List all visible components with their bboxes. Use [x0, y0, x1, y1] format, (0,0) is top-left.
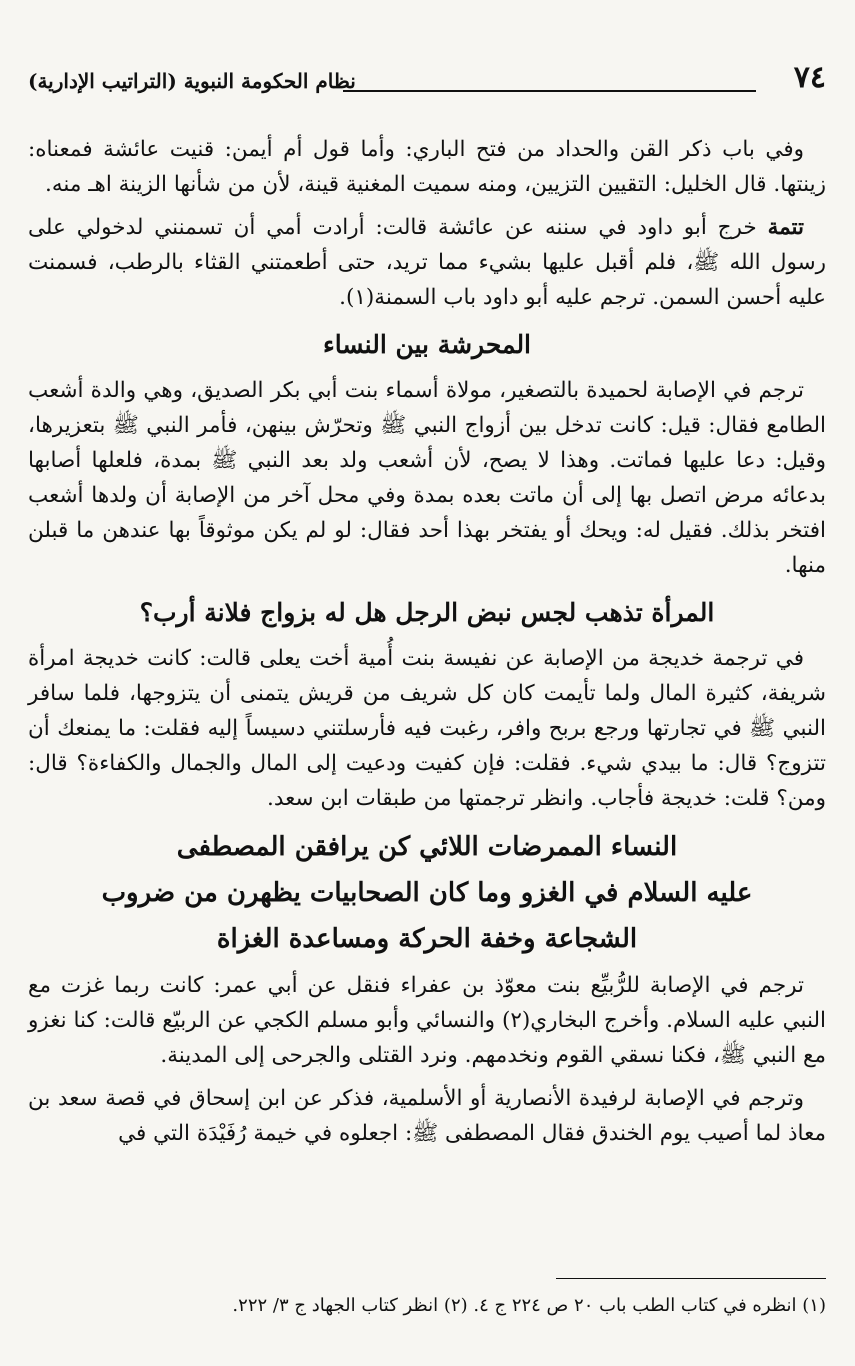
section-heading-line: النساء الممرضات اللائي كن يرافقن المصطفى — [176, 832, 678, 862]
lead-word: تتمة — [767, 215, 804, 240]
page-body — [28, 132, 826, 1159]
paragraph-fath-albari: وفي باب ذكر القن والحداد من فتح الباري: وأما قول أم أيمن: قنيت عائشة فمعناه: زينتها. قال الخليل: التقيين التزيين، ومنه سميت المغنية قينة، لأن من شأنها الزينة اهـ منه. — [28, 137, 826, 197]
paragraph-tatimma — [28, 210, 826, 315]
header-rule — [343, 90, 756, 92]
page-header — [28, 58, 826, 98]
section-heading: المحرشة بين النساء — [322, 330, 532, 359]
book-page — [28, 40, 826, 1340]
paragraph-tatimma-text: خرج أبو داود في سننه عن عائشة قالت: أرادت أمي أن تسمنني لدخولي على رسول الله ﷺ، فلم أقبل عليها بشيء مما تريد، حتى أطعمتني القثاء بالرطب، فسمنت عليه أحسن السمن. ترجم عليه أبو داود باب السمنة(١). — [28, 215, 826, 310]
section-heading-line: عليه السلام في الغزو وما كان الصحابيات يظهرن من ضروب — [101, 878, 753, 908]
footnote-rule — [556, 1278, 826, 1279]
footnotes: (١) انظره في كتاب الطب باب ٢٠ ص ٢٢٤ ج ٤. (٢) انظر كتاب الجهاد ج ٣/ ٢٢٢. — [232, 1295, 826, 1316]
section-heading: المرأة تذهب لجس نبض الرجل هل له بزواج فلانة أرب؟ — [139, 598, 715, 627]
paragraph-rufayda: وترجم في الإصابة لرفيدة الأنصارية أو الأسلمية، فذكر عن ابن إسحاق في قصة سعد بن معاذ لما أصيب يوم الخندق فقال المصطفى ﷺ: اجعلوه في خيمة رُفَيْدَة التي في — [28, 1086, 826, 1146]
page-number: ٧٤ — [793, 60, 826, 95]
running-title: نظام الحكومة النبوية (التراتيب الإدارية) — [28, 69, 356, 93]
paragraph-rubayyi: ترجم في الإصابة للرُّبيِّع بنت معوّذ بن عفراء فنقل عن أبي عمر: كانت ربما غزت مع النبي عليه السلام. وأخرج البخاري(٢) والنسائي وأبو مسلم الكجي عن الربيّع قالت: كنا نغزو مع النبي ﷺ، فكنا نسقي القوم ونخدمهم. ونرد القتلى والجرحى إلى المدينة. — [28, 973, 826, 1068]
paragraph-khadija: في ترجمة خديجة من الإصابة عن نفيسة بنت أُمية أخت يعلى قالت: كانت خديجة امرأة شريفة، كثيرة المال ولما تأيمت كان كل شريف من قريش يتمنى أن يتزوجها، فلما سافر النبي ﷺ في تجارتها ورجع بربح وافر، رغبت فيه فأرسلتني دسيساً إليه فقلت: ما يمنعك أن تتزوج؟ قال: ما بيدي شيء. فقلت: فإن كفيت ودعيت إلى المال والجمال والكفاءة؟ قال: ومن؟ قلت: خديجة فأجاب. وانظر ترجمتها من طبقات ابن سعد. — [28, 646, 826, 811]
paragraph-humayda: ترجم في الإصابة لحميدة بالتصغير، مولاة أسماء بنت أبي بكر الصديق، وهي والدة أشعب الطامع فقال: قيل: كانت تدخل بين أزواج النبي ﷺ وتحرّش بينهن، فأمر النبي ﷺ بتعزيرها، وقيل: دعا عليها فماتت. وهذا لا يصح، لأن أشعب ولد بعد النبي ﷺ بمدة، فلعلها أصابها بدعائه مرض اتصل بها إلى أن ماتت بعده بمدة وفي محل آخر من الإصابة أن ولدها أشعب افتخر بذلك. فقيل له: ويحك أو يفتخر بهذا أحد فقال: لو لم يكن موثوقاً بها عندهن ما قبلن منها. — [28, 378, 826, 578]
section-heading-line: الشجاعة وخفة الحركة ومساعدة الغزاة — [216, 924, 638, 954]
